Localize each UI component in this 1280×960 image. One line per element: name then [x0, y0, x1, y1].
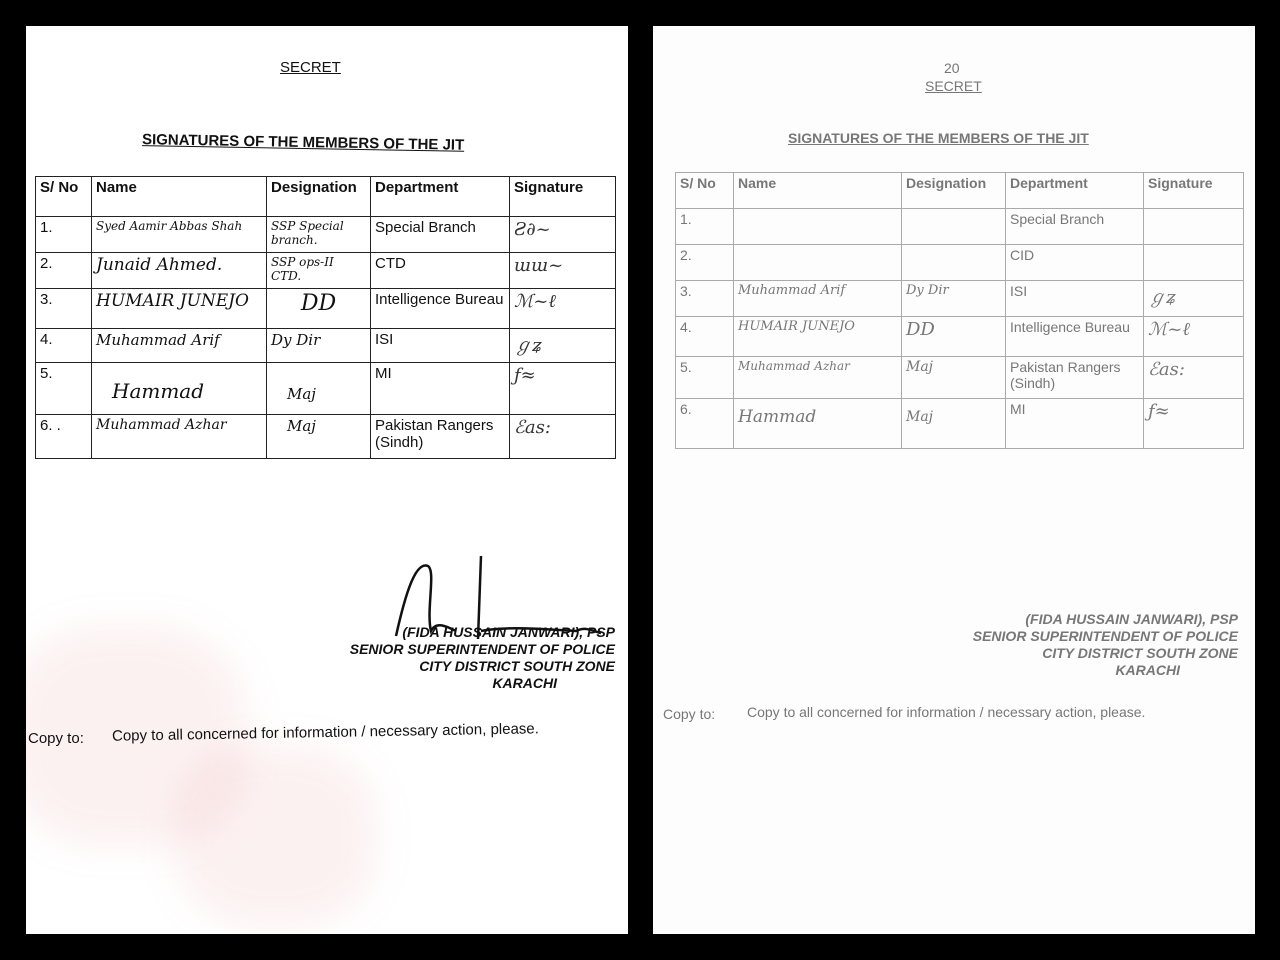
jit-signature-table: [35, 176, 616, 459]
signatory-block: [350, 624, 615, 692]
row-department: Pakistan Rangers (Sindh): [1006, 357, 1144, 399]
stain: [176, 746, 376, 926]
row-department: MI: [371, 363, 510, 415]
row-signature: ℰas:: [510, 415, 616, 459]
row-designation: SSP Special branch.: [267, 217, 371, 253]
secret-label: SECRET: [925, 78, 982, 94]
row-department: CID: [1006, 245, 1144, 281]
table-row: [676, 317, 1244, 357]
row-department: Special Branch: [371, 217, 510, 253]
header-name: Name: [734, 173, 902, 209]
header-sno: S/ No: [676, 173, 734, 209]
table-row: [36, 289, 616, 329]
row-signature: ℊʑ: [1144, 281, 1244, 317]
page-heading: SIGNATURES OF THE MEMBERS OF THE JIT: [141, 131, 465, 154]
header-designation: Designation: [902, 173, 1006, 209]
row-sno: 4.: [676, 317, 734, 357]
signatory-name: (FIDA HUSSAIN JANWARI), PSP: [1025, 611, 1238, 627]
row-sno: 6. .: [36, 415, 92, 459]
row-designation: SSP ops-II CTD.: [267, 253, 371, 289]
copy-to-text: Copy to all concerned for information / necessary action, please.: [111, 720, 540, 745]
row-sno: 6.: [676, 399, 734, 449]
row-signature: ƒ≈: [510, 363, 616, 415]
row-sno: 3.: [36, 289, 92, 329]
row-department: Pakistan Rangers (Sindh): [371, 415, 510, 459]
page-heading: SIGNATURES OF THE MEMBERS OF THE JIT: [788, 130, 1089, 146]
row-signature: ℳ~ℓ: [1144, 317, 1244, 357]
table-row: [36, 363, 616, 415]
row-department: Intelligence Bureau: [1006, 317, 1144, 357]
table-row: [676, 281, 1244, 317]
row-department: ISI: [1006, 281, 1144, 317]
header-name: Name: [92, 177, 267, 217]
signatory-city: KARACHI: [492, 675, 557, 691]
row-designation: DD: [902, 317, 1006, 357]
row-signature: ℊʑ: [510, 329, 616, 363]
row-designation: Maj: [267, 363, 371, 415]
row-name: Hammad: [734, 399, 902, 449]
copy-to-label: Copy to:: [663, 706, 716, 722]
header-department: Department: [1006, 173, 1144, 209]
signatory-district: CITY DISTRICT SOUTH ZONE: [1042, 645, 1238, 661]
row-sno: 5.: [36, 363, 92, 415]
left-document-page: [26, 26, 628, 934]
row-designation: DD: [267, 289, 371, 329]
row-department: Intelligence Bureau: [371, 289, 510, 329]
row-name: Muhammad Arif: [734, 281, 902, 317]
row-name: Junaid Ahmed.: [92, 253, 267, 289]
row-name: Muhammad Arif: [92, 329, 267, 363]
signatory-district: CITY DISTRICT SOUTH ZONE: [419, 658, 615, 674]
table-header-row: [36, 177, 616, 217]
signatory-name: (FIDA HUSSAIN JANWARI), PSP: [402, 624, 615, 640]
right-document-page: [653, 26, 1255, 934]
row-designation: [902, 209, 1006, 245]
signatory-title: SENIOR SUPERINTENDENT OF POLICE: [972, 628, 1238, 644]
table-row: [36, 415, 616, 459]
row-designation: Dy Dir: [267, 329, 371, 363]
row-sno: 4.: [36, 329, 92, 363]
copy-to-label: Copy to:: [28, 730, 84, 747]
row-department: MI: [1006, 399, 1144, 449]
row-signature: ɯɯ~: [510, 253, 616, 289]
jit-signature-table: [675, 172, 1244, 449]
row-designation: Maj: [902, 399, 1006, 449]
signatory-block: [973, 611, 1238, 679]
row-name: Muhammad Azhar: [734, 357, 902, 399]
header-signature: Signature: [510, 177, 616, 217]
row-department: ISI: [371, 329, 510, 363]
row-signature: Ƨ∂~: [510, 217, 616, 253]
signatory-city: KARACHI: [1115, 662, 1180, 678]
row-name: HUMAIR JUNEJO: [92, 289, 267, 329]
row-department: Special Branch: [1006, 209, 1144, 245]
row-sno: 2.: [36, 253, 92, 289]
row-sno: 2.: [676, 245, 734, 281]
row-designation: Maj: [902, 357, 1006, 399]
header-department: Department: [371, 177, 510, 217]
row-name: [734, 245, 902, 281]
table-row: [676, 399, 1244, 449]
row-department: CTD: [371, 253, 510, 289]
header-designation: Designation: [267, 177, 371, 217]
page-number: 20: [944, 60, 960, 76]
row-sno: 5.: [676, 357, 734, 399]
copy-to-text: Copy to all concerned for information / necessary action, please.: [747, 704, 1146, 720]
secret-label: SECRET: [280, 59, 341, 76]
signatory-title: SENIOR SUPERINTENDENT OF POLICE: [349, 641, 615, 657]
row-signature: [1144, 245, 1244, 281]
row-sno: 1.: [36, 217, 92, 253]
row-designation: Dy Dir: [902, 281, 1006, 317]
header-sno: S/ No: [36, 177, 92, 217]
table-row: [36, 329, 616, 363]
table-row: [36, 217, 616, 253]
row-designation: [902, 245, 1006, 281]
table-row: [36, 253, 616, 289]
table-row: [676, 209, 1244, 245]
row-designation: Maj: [267, 415, 371, 459]
row-signature: ƒ≈: [1144, 399, 1244, 449]
row-name: HUMAIR JUNEJO: [734, 317, 902, 357]
row-sno: 3.: [676, 281, 734, 317]
header-signature: Signature: [1144, 173, 1244, 209]
row-name: Muhammad Azhar: [92, 415, 267, 459]
row-name: Syed Aamir Abbas Shah: [92, 217, 267, 253]
table-row: [676, 357, 1244, 399]
row-name: [734, 209, 902, 245]
row-signature: ℰas:: [1144, 357, 1244, 399]
row-name: Hammad: [92, 363, 267, 415]
row-sno: 1.: [676, 209, 734, 245]
table-header-row: [676, 173, 1244, 209]
row-signature: ℳ~ℓ: [510, 289, 616, 329]
row-signature: [1144, 209, 1244, 245]
table-row: [676, 245, 1244, 281]
